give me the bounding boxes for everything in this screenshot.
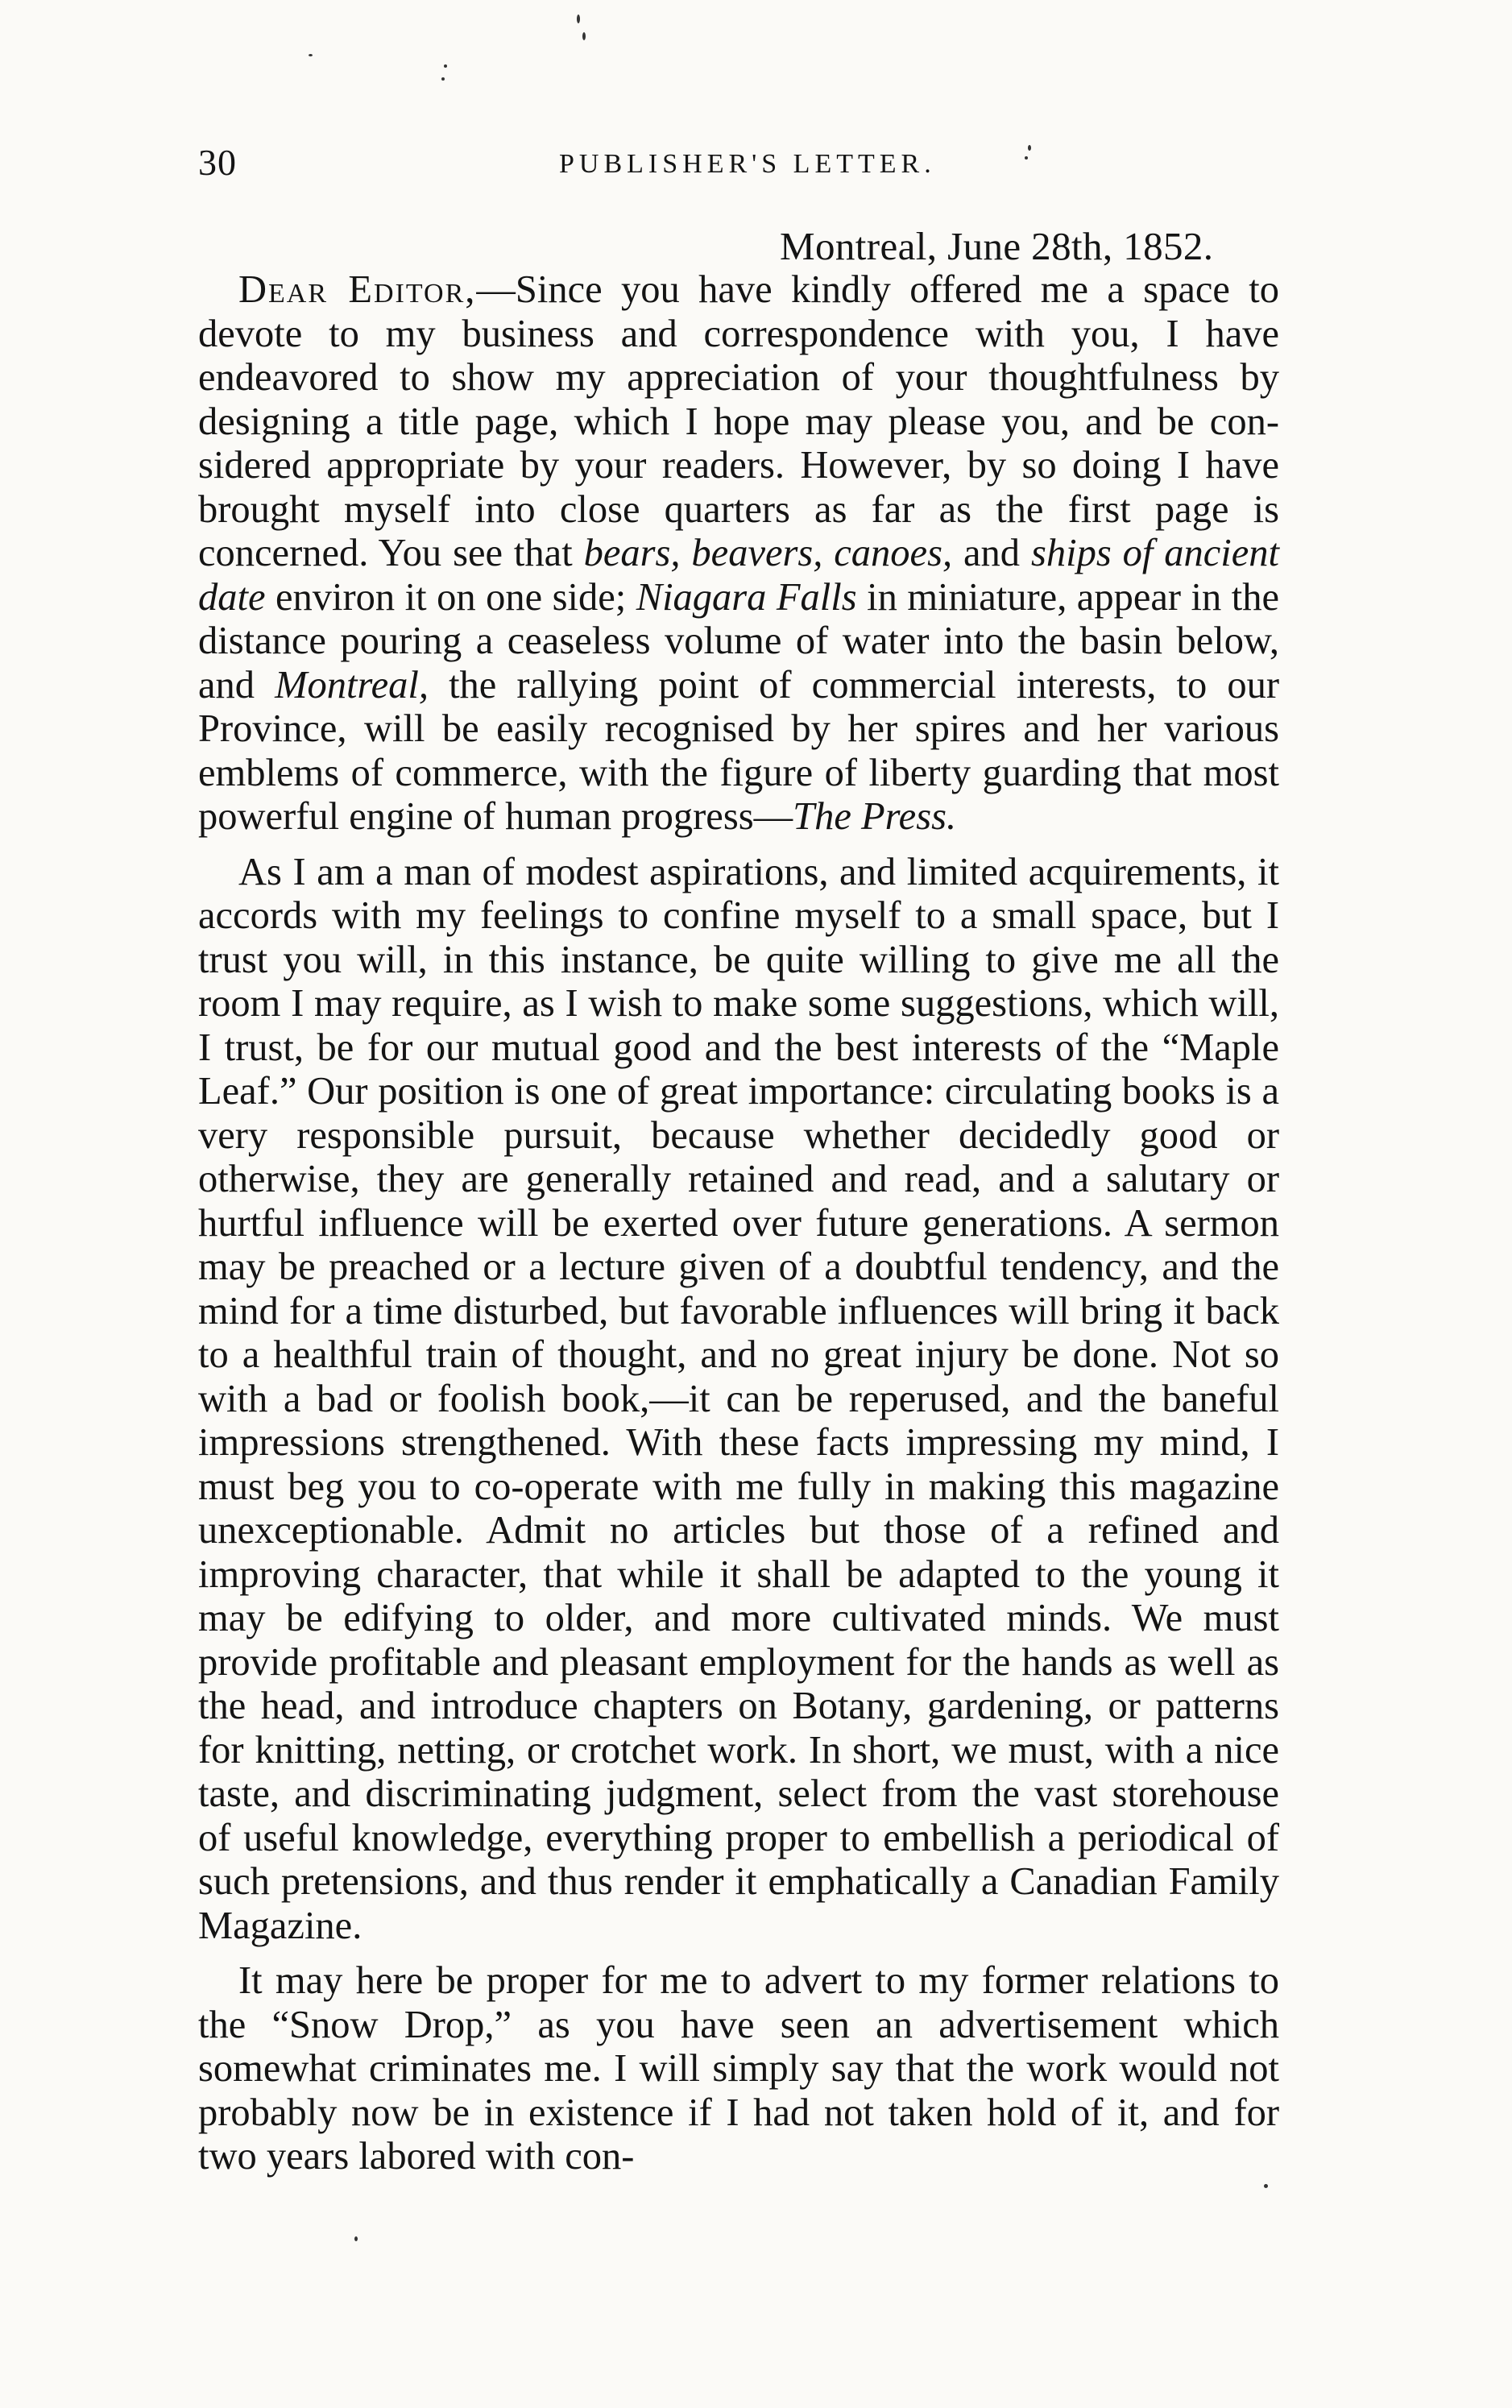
- print-speck: [577, 15, 580, 23]
- print-speck: [1264, 2184, 1268, 2188]
- letter-salutation: Dear Editor,: [238, 268, 477, 311]
- print-speck: [309, 54, 313, 56]
- letter-paragraph-text: environ it on one side;: [265, 575, 636, 619]
- letter-paragraph: It may here be proper for me to advert to my former relations to the “Snow Drop,” as you have seen an advertisement which somewhat criminates me. I will simply say that the work would not probably now be in existence if I had not taken hold of it, and for two years labored with con-: [198, 1959, 1279, 2178]
- print-speck: [441, 77, 445, 81]
- letter-paragraph: [198, 268, 1279, 839]
- italic-phrase: The Press.: [793, 795, 957, 838]
- italic-phrase: Montreal,: [275, 663, 429, 707]
- italic-phrase: ships of ancient date: [198, 532, 1280, 619]
- running-title: PUBLISHER'S LETTER.: [559, 149, 936, 179]
- italic-phrase: Niagara Falls: [636, 575, 857, 619]
- page-number: 30: [198, 142, 237, 183]
- letter-text: [198, 268, 1279, 2179]
- print-speck: [444, 64, 447, 68]
- page-header: [198, 139, 1279, 187]
- letter-paragraph-text: in miniature, appear in the distance pouring a ceaseless volume of water into the basin below, and: [198, 575, 1280, 707]
- letter-paragraph: As I am a man of modest aspirations, and limited acquirements, it accords with my feelings to confine myself to a small space, but I trust you will, in this instance, be quite willing to give me all the room I may require, as I wish to make some suggestions, which will, I trust, be for our mutual good and the best interests of the “Maple Leaf.” Our position is one of great importance: circulating books is a very responsible pursuit, because whether decidedly good or otherwise, they are generally retained and read, and a salutary or hurtful influence will be exerted over future generations. A sermon may be preached or a lecture given of a doubtful tendency, and the mind for a time disturbed, but favorable influences will bring it back to a healthful train of thought, and no great injury be done. Not so with a bad or foolish book,—it can be reperused, and the baneful impressions strengthened. With these facts impressing my mind, I must beg you to co-operate with me fully in making this magazine unexceptionable. Admit no articles but those of a refined and improving character, that while it shall be adapted to the young it may be edifying to older, and more cultivated minds. We must provide profitable and pleasant employment for the hands as well as the head, and introduce chapters on Botany, gardening, or patterns for knitting, netting, or crotchet work. In short, we must, with a nice taste, and discriminating judgment, select from the vast storehouse of useful knowledge, everything proper to embellish a periodical of such pretensions, and thus render it emphatically a Canadian Family Magazine.: [198, 850, 1279, 1947]
- letter-paragraph-text: and: [952, 532, 1031, 574]
- italic-phrase: bears, beavers, canoes,: [583, 532, 953, 574]
- letter-paragraph-text: the rallying point of commercial interests, to our Province, will be easily recognised by her spires and her various emblems of commerce, with the figure of liberty guarding that most powerful engine of human progress—: [198, 663, 1279, 838]
- print-speck: [354, 2236, 358, 2241]
- print-speck: [582, 32, 586, 40]
- letter-paragraph-text: —Since you have kindly offered me a space to devote to my business and correspondence with you, I have endeavored to show my appreciation of your thoughtfulness by designing a title page, which I hope may please you, and be considered appropriate by your readers. However, by so doing I have brought myself into close quarters as far as the first page is concerned. You see that: [198, 268, 1279, 574]
- letter-dateline: Montreal, June 28th, 1852.: [780, 224, 1214, 268]
